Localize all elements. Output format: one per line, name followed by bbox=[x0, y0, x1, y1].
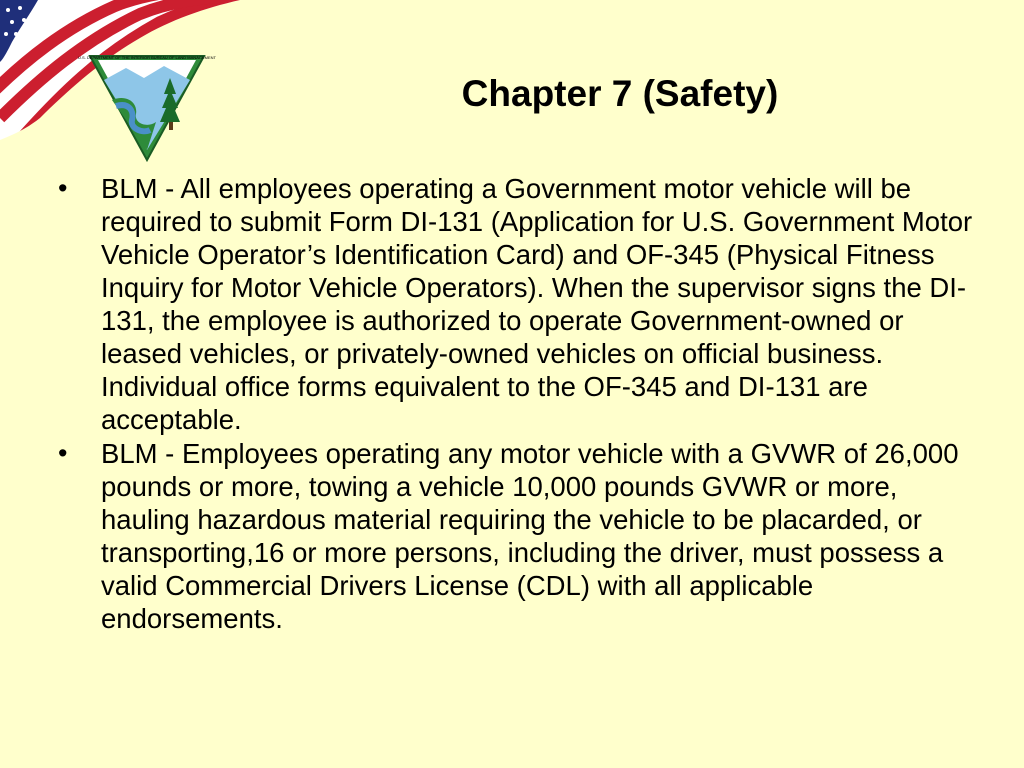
bullet-list bbox=[56, 172, 976, 636]
bullet-icon: • bbox=[58, 173, 68, 203]
slide-title: Chapter 7 (Safety) bbox=[461, 73, 779, 114]
bullet-icon: • bbox=[58, 438, 68, 468]
bullet-text: BLM - All employees operating a Government motor vehicle will be required to submit Form DI-131 (Application for U.S. Government Motor Vehicle Operator’s Identification Card) and OF-345 (Physical Fitness Inquiry for Motor Vehicle Operators). When the supervisor signs the DI-131, the employee is authorized to operate Government-owned or leased vehicles, or privately-owned vehicles on official business. Individual office forms equivalent to the OF-345 and DI-131 are acceptable. bbox=[101, 173, 973, 435]
bullet-item bbox=[56, 437, 976, 635]
bullet-text: BLM - Employees operating any motor vehicle with a GVWR of 26,000 pounds or more, towing a vehicle 10,000 pounds GVWR or more, hauling hazardous material requiring the vehicle to be placarded, or transporting,16 or more persons, including the driver, must possess a valid Commercial Drivers License (CDL) with all applicable endorsements. bbox=[101, 438, 959, 634]
blm-logo bbox=[78, 50, 216, 164]
bullet-item bbox=[56, 172, 976, 436]
logo-seal-text: U.S. DEPARTMENT OF THE INTERIOR BUREAU OF LAND MANAGEMENT bbox=[78, 55, 216, 60]
